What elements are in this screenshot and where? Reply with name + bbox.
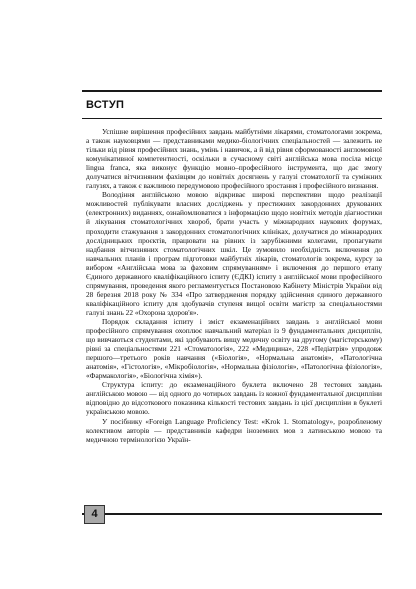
paragraph: Успішне вирішення професійних завдань майбутніми лікарями, стоматологами зокрема, а також науковцями — представниками медико-біологічних спеціальностей — залежить не тільки від рівня професійних знань, умінь і навичок, а й від рівня сформованості англомовної комунікативної компетентності, оскільки в сучасному світі англійська мова посіла місце lingua franca, яка виконує функцію мовно–професійного інструмента, що дає змогу долучатися вітчизняним фахівцям до новітніх досягнень у галузі стоматології та суміжних галузях, а також є важливою передумовою професійного зростання і професійного визнання. — [86, 127, 382, 191]
bottom-rule — [82, 513, 382, 515]
paragraph: У посібнику «Foreign Language Proficiency Test: «Krok 1. Stomatology», розробленому колективом авторів — представників кафедри іноземних мов з латинською мовою та медичною термінологією Україн- — [86, 416, 382, 444]
top-rule — [82, 90, 382, 92]
paragraph: Володіння англійською мовою відкриває широкі перспективи щодо реалізації можливостей публікувати власних досліджень у престижних закордонних друкованих (електронних) виданнях, ознайомлюватися з інформацією щодо новітніх методів діагностики й лікування стоматологічних хвороб, брати участь у міжнародних наукових форумах, проходити стажування з закордонних стоматологічних клініках, долучатися до міжнародних дослідницьких проєктів, працювати на рівних із зарубіжними колегами, пропагувати надбання вітчизняних стоматологічних шкіл. Це зумовило необхідність включення до навчальних планів і програм підготовки майбутніх лікарів, стоматологів зокрема, курсу за вибором «Англійська мова за фаховим спрямуванням» і включення до першого етапу Єдиного державного кваліфікаційного іспиту (ЄДКІ) іспиту з англійської мови професійного спрямування, проведення якого регламентується Постановою Кабінету Міністрів України від 28 березня 2018 року № 334 «Про затвердження порядку здійснення єдиного державного кваліфікаційного іспиту для здобувачів ступеня вищої освіти магістр за спеціальностями галузі знань 22 «Охорона здоров'я». — [86, 190, 382, 317]
heading-rule — [82, 118, 382, 119]
body-text — [86, 127, 382, 444]
paragraph: Порядок складання іспиту і зміст екзаменаційних завдань з англійської мови професійного спрямування охоплює навчальний матеріал із 9 фундаментальних дисциплін, що вивчаються студентами, які здобувають вищу медичну освіту на другому (магістерському) рівні за спеціальностями 221 «Стоматологія», 222 «Медицина», 228 «Педіатрія» упродовж першого—третього років навчання («Біологія», «Нормальна анатомія», «Патологічна анатомія», «Гістологія», «Мікробіологія», «Нормальна фізіологія», «Патологічна фізіологія», «Фармакологія», «Біологічна хімія»). — [86, 316, 382, 381]
section-heading: ВСТУП — [86, 99, 125, 111]
page-number: 4 — [84, 505, 105, 524]
paragraph: Структура іспиту: до екзаменаційного буклета включено 28 тестових завдань англійською мовою — від одного до чотирьох завдань із кожної фундаментальної дисципліни відповідно до відсоткового показника кількості тестових завдань із цієї дисципліни в буклеті українською мовою. — [86, 380, 382, 417]
